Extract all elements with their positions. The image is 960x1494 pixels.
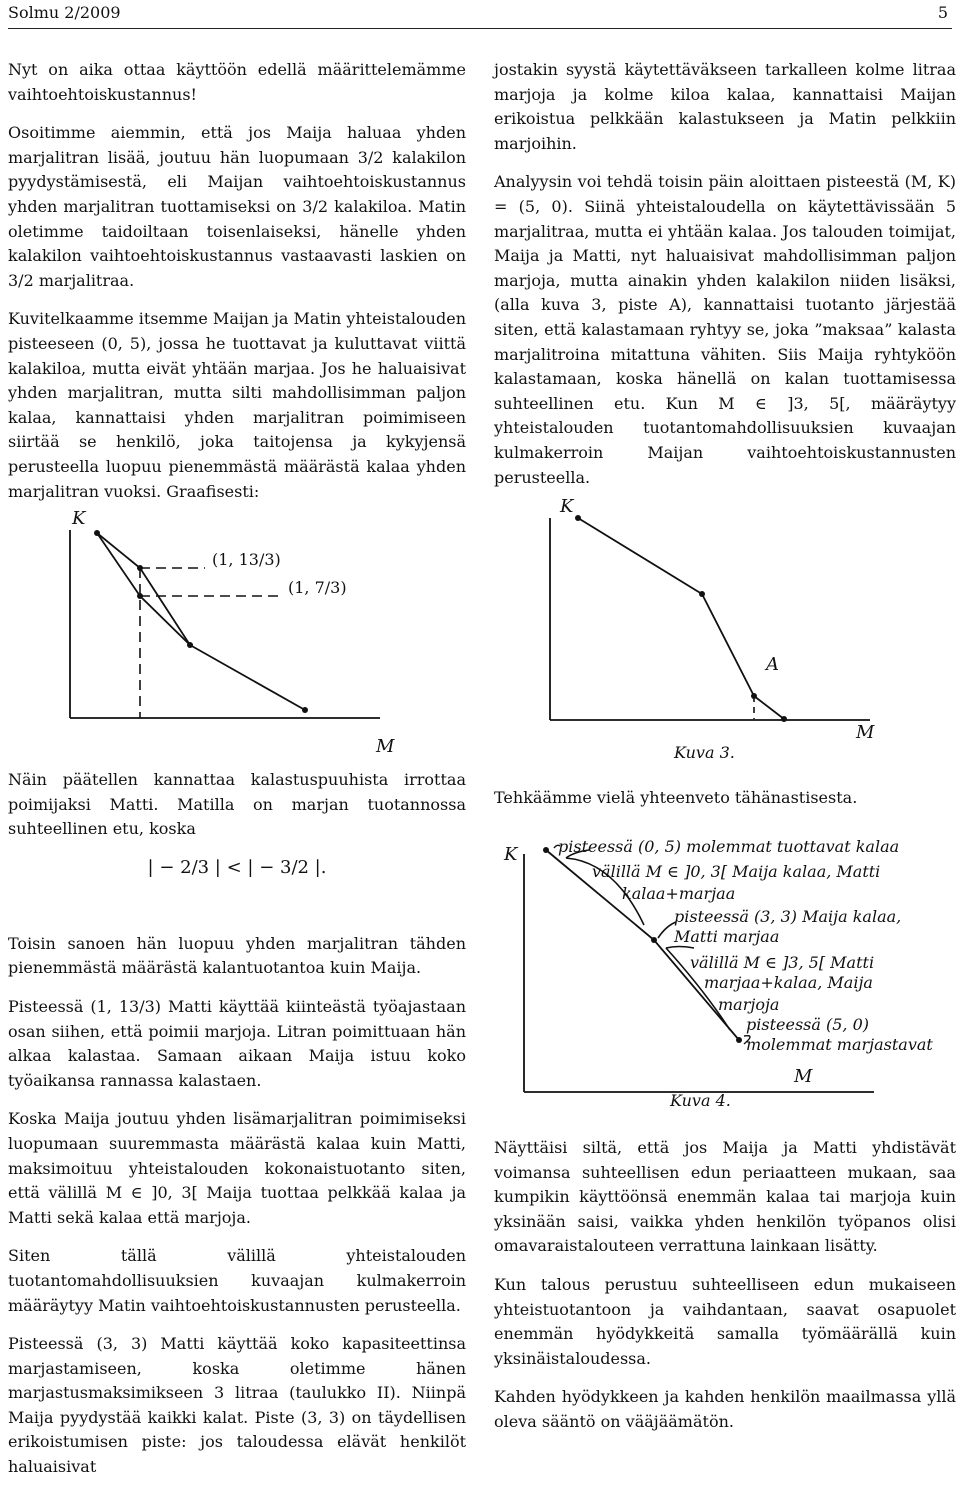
- paragraph: Koska Maija joutuu yhden lisämarjalitran poimimiseksi luopumaan suuremmasta määrästä kalaa kuin Matti, maksimoituu yhteistalouden kokonaistuotanto siten, että välillä M ∈ ]0, 3[ Maija tuottaa pelkkää kalaa ja Matti sekä kalaa että marjoja.: [8, 1109, 466, 1227]
- figure-caption: Kuva 3.: [674, 743, 735, 762]
- figure-ppf-left: [40, 500, 460, 760]
- annotation: marjoja: [718, 995, 780, 1014]
- k-axis-label: K: [504, 844, 518, 865]
- point: [651, 937, 657, 943]
- header-rule: [8, 28, 952, 29]
- m-axis-label: M: [376, 736, 395, 757]
- point: [94, 530, 100, 536]
- m-axis-label: M: [794, 1066, 813, 1087]
- annotation: pisteessä (0, 5) molemmat tuottavat kalaa: [558, 837, 900, 856]
- journal-issue: Solmu 2/2009: [8, 3, 121, 22]
- point-label: (1, 7/3): [288, 578, 347, 597]
- right-column-top: [494, 58, 956, 504]
- paragraph: Analyysin voi tehdä toisin päin aloittaen pisteestä (M, K) = (5, 0). Siinä yhteistaloudella on käytettävissään 5 marjalitraa, mutta ei yhtään kalaa. Jos talouden toimijat, Maija ja Matti, nyt haluaisivat mahdollisimman paljon marjoja, mutta ainakin yhden kalakilon niiden lisäksi, (alla kuva 3, piste A), kannattaisi tuotanto järjestää siten, että kalastamaan ryhtyy se, joka ”maksaa” kalasta marjalitroina mitattuna vähiten. Siis Maija ryhtyköön kalastamaan, koska hänellä on kalan tuottamisessa suhteellinen etu. Kun M ∈ ]3, 5[, määräytyy yhteistalouden tuotantomahdollisuuksien kuvaajan kulmakerroin Maijan vaihtoehtoiskustannusten perusteella.: [494, 172, 956, 487]
- page-header: [8, 2, 952, 26]
- k-axis-label: K: [560, 496, 574, 517]
- point: [543, 847, 549, 853]
- left-column-top: [8, 58, 466, 518]
- paragraph: jostakin syystä käytettäväkseen tarkalleen kolme litraa marjoja ja kolme kiloa kalaa, kannattaisi Maijan erikoistua pelkkään kalastukseen ja Matin pelkkiin marjoihin.: [494, 60, 956, 153]
- annotation: pisteessä (5, 0): [746, 1015, 869, 1034]
- point: [187, 642, 193, 648]
- paragraph: Tehkäämme vielä yhteenveto tähänastisesta.: [494, 788, 858, 807]
- paragraph: Siten tällä välillä yhteistalouden tuotantomahdollisuuksien kuvaajan kulmakerroin määräytyy Matin vaihtoehtoiskustannusten perusteella.: [8, 1246, 466, 1315]
- point: [736, 1037, 742, 1043]
- annotation: kalaa+marjaa: [622, 884, 736, 903]
- paragraph: Osoitimme aiemmin, että jos Maija haluaa yhden marjalitran lisää, joutuu hän luopumaan 3/2 kalakilon pyydystämisestä, eli Maijan vaihtoehtoiskustannus yhden marjalitran tuottamiseksi on 3/2 kalakiloa. Matin oletimme taidoiltaan toisenlaiseksi, hänelle yhden kalakilon vaihtoehtoiskustannus vastaavasti laskien on 3/2 marjalitraa.: [8, 123, 466, 290]
- point: [781, 716, 787, 722]
- m-axis-label: M: [856, 722, 875, 743]
- paragraph: Näyttäisi siltä, että jos Maija ja Matti yhdistävät voimansa suhteellisen edun periaatteen mukaan, saa kumpikin käyttöönsä enemmän kalaa tai marjoja kuin yksinään saisi, vaikka yhden henkilön työpanos olisi omavaraistalouteen verrattuna lainkaan lisätty.: [494, 1138, 956, 1256]
- point: [302, 707, 308, 713]
- point: [699, 591, 705, 597]
- left-column-bottom: [8, 768, 466, 1494]
- annotation: välillä M ∈ ]0, 3[ Maija kalaa, Matti: [592, 862, 881, 881]
- paragraph: Toisin sanoen hän luopuu yhden marjalitran tähden pienemmästä määrästä kalantuotantoa kuin Maija.: [8, 933, 466, 978]
- annotation-brace: [666, 947, 694, 949]
- point: [575, 515, 581, 521]
- frontier: [578, 518, 784, 719]
- figure-caption: Kuva 4.: [670, 1091, 731, 1110]
- paragraph: Pisteessä (3, 3) Matti käyttää koko kapasiteettinsa marjastamiseen, koska oletimme hänen marjastusmaksimikseen 3 litraa (taulukko II). Niinpä Maija pyydystää kaikki kalat. Piste (3, 3) on täydellisen erikoistumisen piste: jos taloudessa elävät henkilöt haluaisivat: [8, 1334, 466, 1477]
- annotation: pisteessä (3, 3) Maija kalaa,: [674, 907, 902, 926]
- point: [751, 693, 757, 699]
- paragraph: Nyt on aika ottaa käyttöön edellä määrittelemämme vaihtoehtoiskustannus!: [8, 60, 466, 104]
- k-axis-label: K: [72, 508, 86, 529]
- paragraph: Näin päätellen kannattaa kalastuspuuhista irrottaa poimijaksi Matti. Matilla on marjan tuotannossa suhteellinen etu, koska: [8, 770, 466, 839]
- right-column-bottom: [494, 1136, 956, 1449]
- lower-frontier: [97, 533, 190, 645]
- paragraph: Pisteessä (1, 13/3) Matti käyttää kiinteästä työajastaan osan siihen, että poimii marjoja. Litran poimittuaan hän alkaa kalastaa. Samaan aikaan Maija istuu koko työaikansa rannassa kalastaen.: [8, 996, 466, 1090]
- paragraph: Kun talous perustuu suhteelliseen edun mukaiseen yhteistuotantoon ja vaihdantaan, saavat osapuolet enemmän hyödykkeitä samalla työmäärällä kuin yksinäistaloudessa.: [494, 1274, 956, 1368]
- paragraph: Kuvitelkaamme itsemme Maijan ja Matin yhteistalouden pisteeseen (0, 5), jossa he tuottavat ja kuluttavat viittä kalakiloa, mutta eivät yhtään marjaa. Jos he haluaisivat yhden marjalitran, mutta silti mahdollisimman paljon kalaa, kannattaisi yhden marjalitran poimimiseen siirtää se henkilö, joka taitojensa ja kykyjensä perusteella luopuu pienemmästä määrästä kalaa yhden marjalitran vuoksi. Graafisesti:: [8, 309, 466, 501]
- annotation: marjaa+kalaa, Maija: [704, 973, 873, 992]
- page-number: 5: [937, 3, 948, 22]
- annotation: molemmat marjastavat: [746, 1035, 933, 1054]
- point: [137, 565, 143, 571]
- figure-3: [520, 488, 940, 768]
- figure-4: [494, 830, 956, 1120]
- annotation: välillä M ∈ ]3, 5[ Matti: [690, 953, 875, 972]
- paragraph: Kahden hyödykkeen ja kahden henkilön maailmassa yllä oleva sääntö on vääjäämätön.: [494, 1387, 956, 1431]
- point-label: A: [766, 654, 779, 675]
- point-label: (1, 13/3): [212, 550, 281, 569]
- point: [137, 593, 143, 599]
- annotation: Matti marjaa: [674, 927, 780, 946]
- inequality: | − 2/3 | < | − 3/2 |.: [147, 856, 327, 878]
- right-column-summary: [494, 786, 956, 825]
